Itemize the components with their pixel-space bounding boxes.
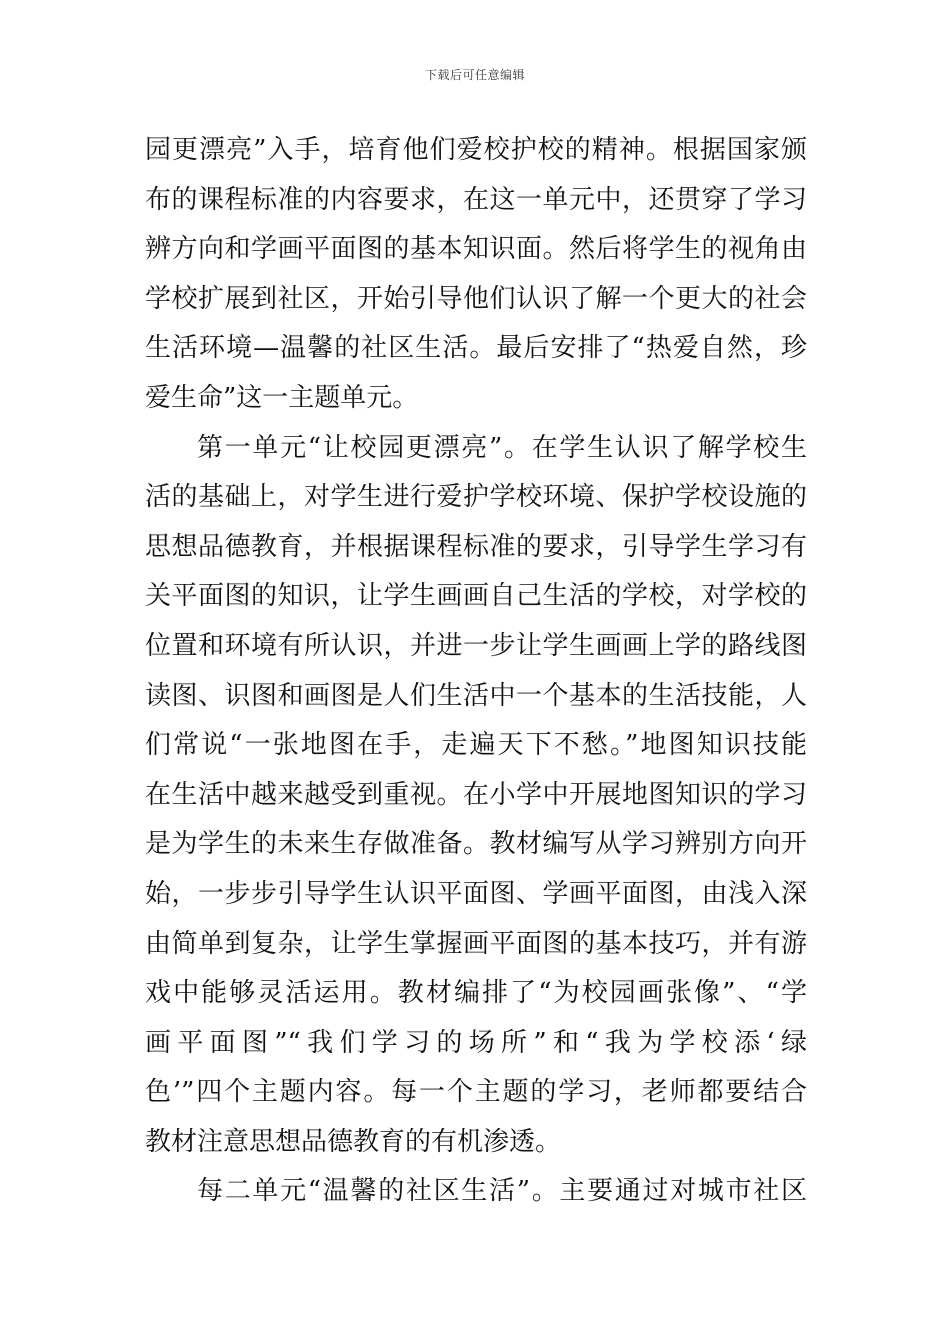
text-line: 关平面图的知识，让学生画画自己生活的学校，对学校的 <box>145 581 807 612</box>
text-line: 始，一步步引导学生认识平面图、学画平面图，由浅入深 <box>145 878 807 909</box>
text-line: 每二单元“温馨的社区生活”。主要通过对城市社区 <box>197 1176 807 1207</box>
text-line: 辨方向和学画平面图的基本知识面。然后将学生的视角由 <box>145 234 807 265</box>
text-line: 位置和环境有所认识，并进一步让学生画画上学的路线图 <box>145 630 807 661</box>
text-line: 读图、识图和画图是人们生活中一个基本的生活技能，人 <box>145 680 807 711</box>
text-line: 活的基础上，对学生进行爱护学校环境、保护学校设施的 <box>145 482 807 513</box>
text-line: 色’”四个主题内容。每一个主题的学习，老师都要结合 <box>145 1077 807 1108</box>
text-line: 戏中能够灵活运用。教材编排了“为校园画张像”、“学 <box>145 978 807 1009</box>
page-header: 下载后可任意编辑 <box>424 68 525 82</box>
text-line: 由简单到复杂，让学生掌握画平面图的基本技巧，并有游 <box>145 928 807 959</box>
text-line: 们常说“一张地图在手，走遍天下不愁。”地图知识技能 <box>145 730 807 761</box>
body-text <box>145 126 807 1217</box>
text-line: 第一单元“让校园更漂亮”。在学生认识了解学校生 <box>197 432 807 463</box>
text-line: 布的课程标准的内容要求，在这一单元中，还贯穿了学习 <box>145 184 807 215</box>
text-line: 在生活中越来越受到重视。在小学中开展地图知识的学习 <box>145 779 807 810</box>
text-line: 是为学生的未来生存做准备。教材编写从学习辨别方向开 <box>145 829 807 860</box>
text-line: 思想品德教育，并根据课程标准的要求，引导学生学习有 <box>145 531 807 562</box>
text-line: 生活环境—温馨的社区生活。最后安排了“热爱自然，珍 <box>145 333 807 364</box>
text-line: 爱生命”这一主题单元。 <box>145 382 419 413</box>
text-line: 学校扩展到社区，开始引导他们认识了解一个更大的社会 <box>145 283 807 314</box>
text-line: 园更漂亮”入手，培育他们爱校护校的精神。根据国家颁 <box>145 135 807 165</box>
text-line: 教材注意思想品德教育的有机渗透。 <box>145 1126 562 1157</box>
text-line: 画平面图”“我们学习的场所”和“我为学校添‘绿 <box>145 1027 807 1058</box>
